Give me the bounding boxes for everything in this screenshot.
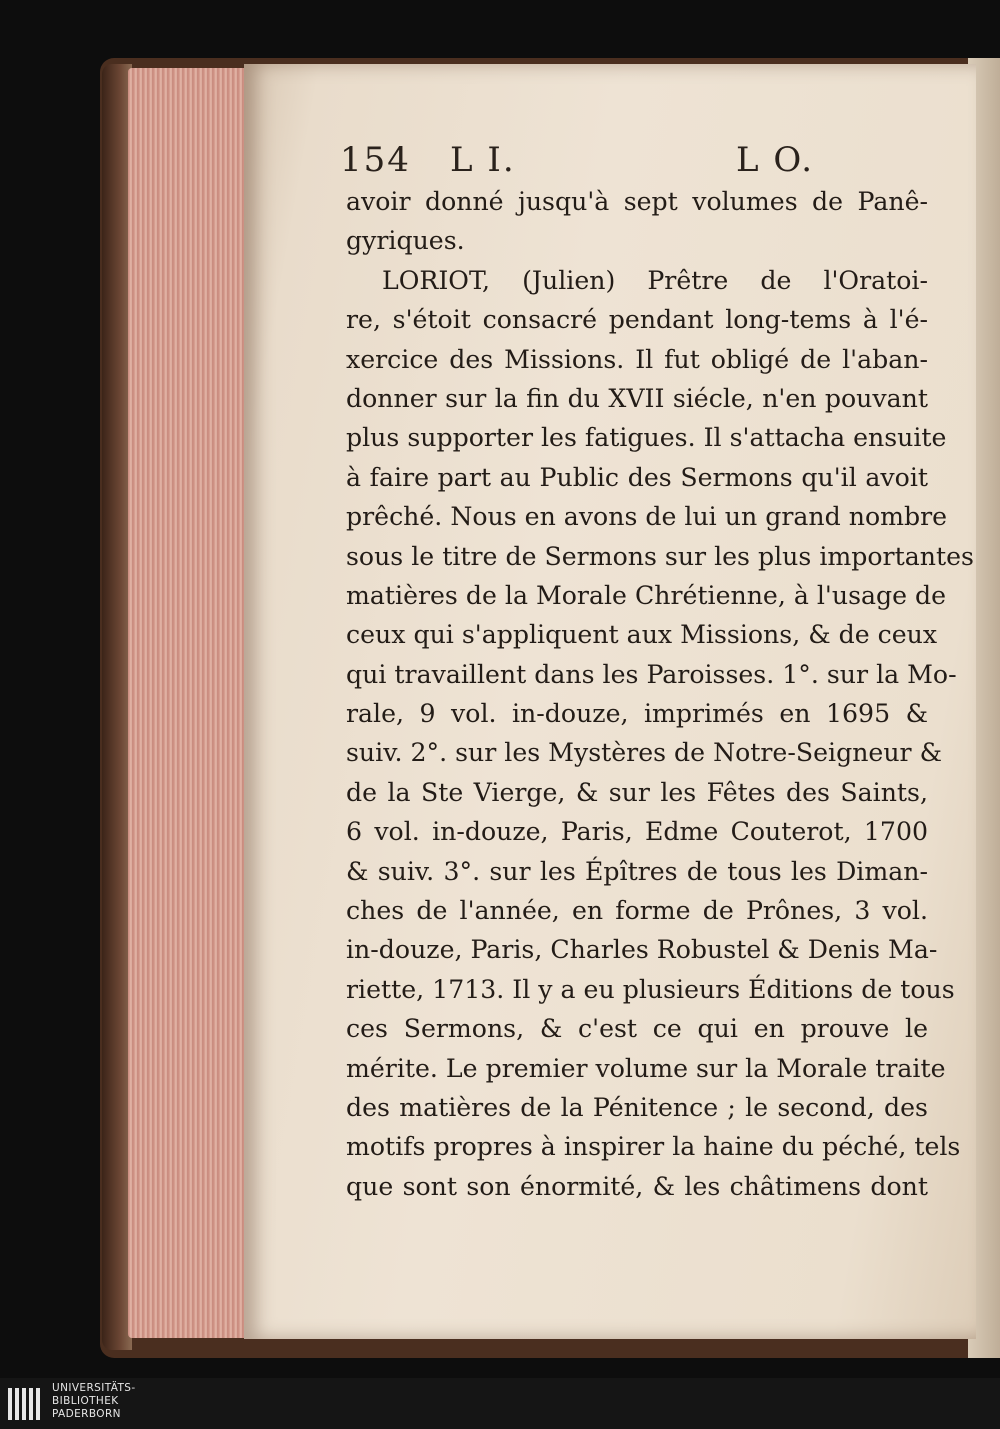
italic-segment: qui travaillent dans les Paroisses. [346, 659, 775, 689]
text-line [346, 497, 948, 536]
page-edges [128, 68, 246, 1338]
text-line [346, 694, 928, 733]
text-line [346, 379, 928, 418]
text-line [346, 576, 947, 615]
running-head-right: L O. [736, 140, 815, 180]
text-segment: 1°. sur la Mo- [774, 659, 957, 689]
text-line [346, 891, 928, 930]
text-segment: à faire part au Public des Sermons qu'il avoit [346, 462, 928, 492]
text-segment: prêché. Nous en avons de lui un grand nombre [346, 502, 948, 532]
text-line [346, 300, 928, 339]
running-head-left: L I. [450, 140, 516, 180]
text-segment: sous le titre de [346, 541, 545, 571]
text-line [346, 615, 938, 654]
text-segment: avoir donné jusqu'à sept volumes de Panê- [346, 187, 928, 216]
text-line [346, 340, 928, 379]
text-line [346, 970, 955, 1009]
text-segment: des matières de la Pénitence ; le second, des [346, 1092, 928, 1122]
logo-line-2: BIBLIOTHEK [52, 1395, 119, 1407]
text-line [346, 1049, 946, 1088]
text-line [346, 537, 974, 576]
italic-segment: suiv. [346, 738, 403, 768]
text-segment: 3°. sur les Épîtres de tous les Diman- [434, 856, 928, 886]
library-footer [0, 1378, 1000, 1429]
text-segment: plus supporter les fatigues. Il s'attacha ensuite [346, 423, 947, 453]
text-segment: mérite. Le premier volume sur la Morale traite [346, 1053, 946, 1083]
text-segment: gyriques. [346, 226, 465, 256]
text-segment: donner sur la fin du XVII siécle, n'en pouvant [346, 383, 928, 413]
text-segment: de la Ste Vierge, & sur les Fêtes des Saints, [346, 777, 928, 807]
italic-segment: 1695 & [826, 699, 929, 729]
italic-segment: 3 vol. [854, 896, 928, 926]
text-line [346, 812, 928, 851]
text-line [346, 930, 938, 969]
text-segment: motifs propres à inspirer la haine du péché, tels [346, 1132, 961, 1162]
text-line [346, 1127, 961, 1166]
text-line [346, 182, 928, 221]
text-line [346, 1009, 928, 1048]
text-segment: , imprimés en [620, 699, 826, 729]
text-line [346, 655, 957, 694]
italic-segment: 9 vol. in-douze [419, 699, 621, 729]
text-line [346, 852, 928, 891]
text-line [346, 733, 943, 772]
text-segment: re, s'étoit consacré pendant long-tems à l'é- [346, 305, 928, 335]
italic-segment: ceux qui s'appliquent aux Missions, & de ceux [346, 620, 938, 650]
italic-segment: 6 vol. in-douze, Paris, Edme Couterot, 1700 [346, 817, 928, 847]
text-segment: xercice des Missions. Il fut obligé de l'aban- [346, 344, 928, 374]
italic-segment: in-douze, Paris, Charles Robustel & Denis Ma- [346, 935, 938, 965]
text-segment: rale, [346, 699, 420, 729]
text-line [346, 418, 947, 457]
library-logo-icon [6, 1384, 46, 1424]
text-segment: ces Sermons, & c'est ce qui en prouve le [346, 1014, 928, 1044]
italic-segment: matières de la Morale Chrétienne, à l'usage de [346, 580, 947, 610]
text-line [346, 458, 928, 497]
text-segment: 2°. sur les Mystères de Notre-Seigneur & [402, 738, 943, 768]
text-line [346, 1088, 928, 1127]
italic-segment: & suiv. [346, 856, 435, 886]
text-line [346, 1167, 928, 1206]
text-segment: que sont son énormité, & les châtimens dont [346, 1171, 928, 1201]
body-text [346, 182, 974, 1206]
page-number: 154 [340, 140, 411, 180]
library-logo-text [52, 1382, 136, 1421]
italic-segment: riette, 1713. [346, 974, 505, 1004]
italic-segment: Sermons sur les plus importantes [544, 541, 974, 571]
logo-line-3: PADERBORN [52, 1408, 121, 1420]
text-line [346, 773, 928, 812]
text-segment: Il y a eu plusieurs Éditions de tous [504, 974, 955, 1004]
text-segment: LORIOT, (Julien) Prêtre de l'Oratoi- [382, 265, 928, 295]
text-line [346, 221, 928, 260]
text-segment: ches de l'année, en forme de Prônes, [346, 896, 855, 926]
logo-line-1: UNIVERSITÄTS- [52, 1382, 136, 1394]
text-line [346, 261, 928, 300]
